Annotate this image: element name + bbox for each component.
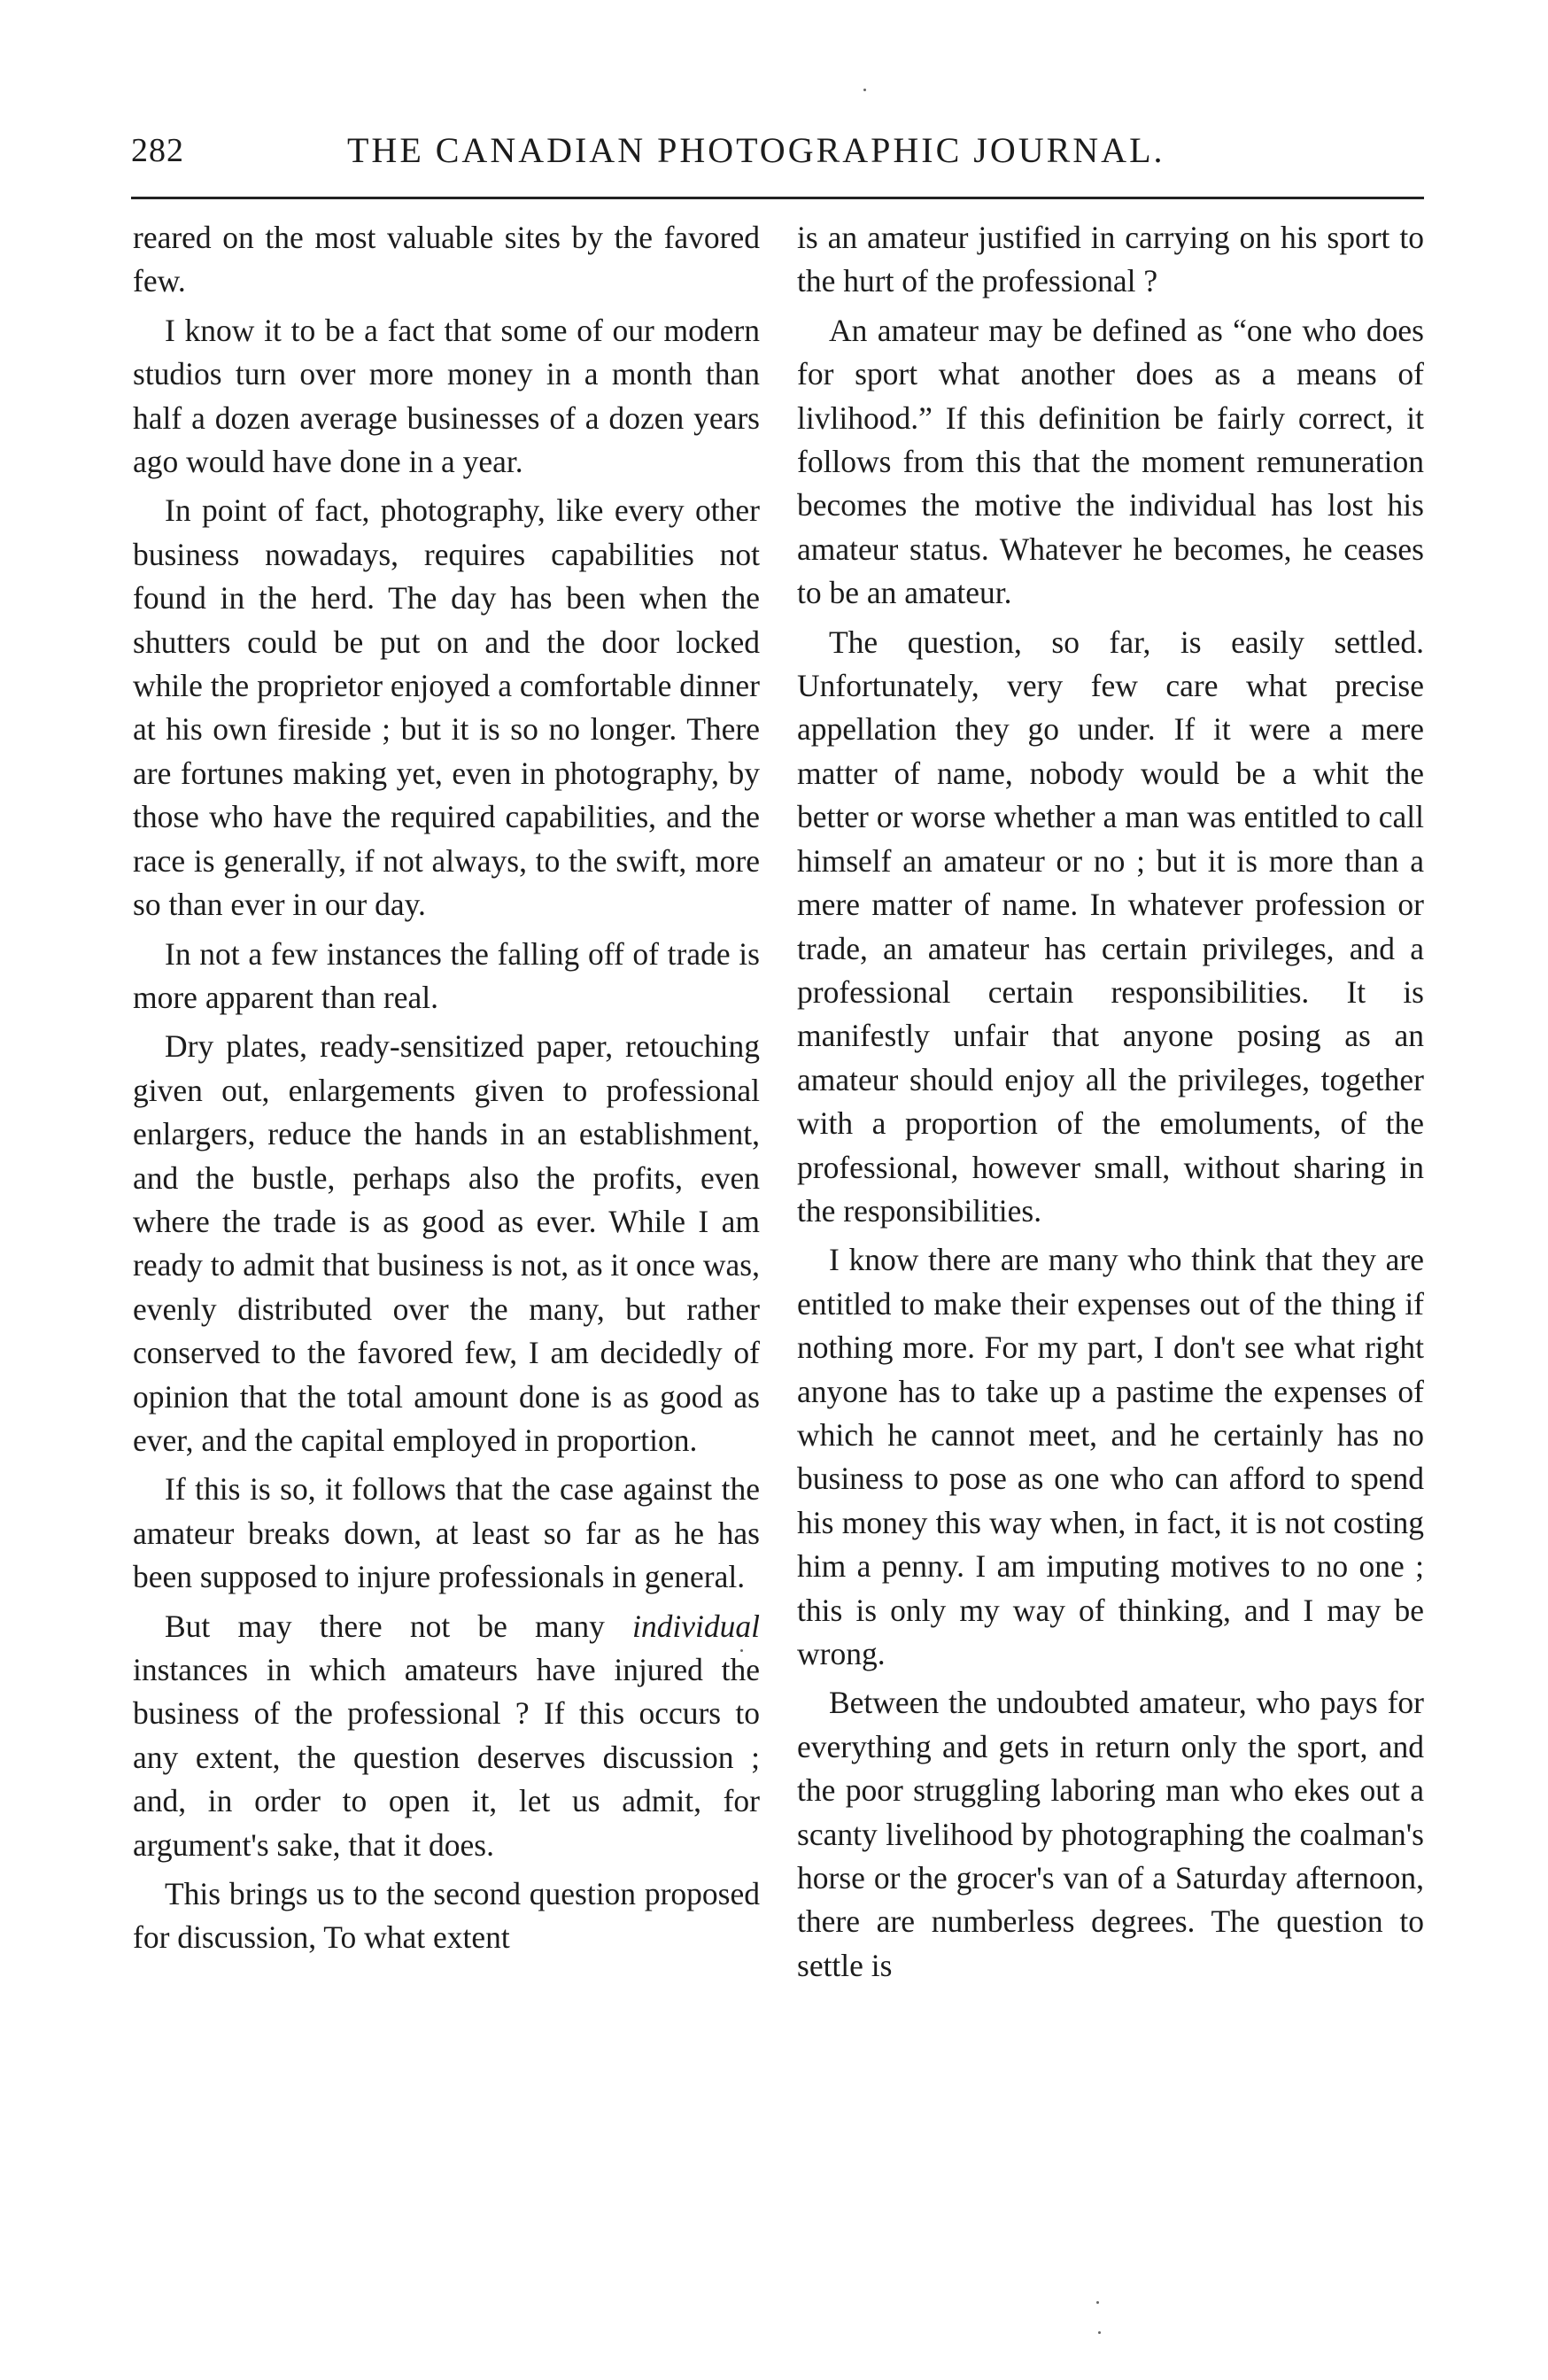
paragraph: In point of fact, photography, like every other business nowadays, requires capabilities not found in the herd. The day has been when the shutters could be put on and the door locked while the proprietor enjoyed a comfortable dinner at his own fireside ; but it is so no longer. There are fortunes making yet, even in photography, by those who have the required capabilities, and the race is generally, if not always, to the swift, more so than ever in our day. — [133, 492, 760, 923]
print-speck — [740, 1649, 743, 1652]
print-speck — [1096, 2301, 1099, 2304]
print-speck — [1098, 2331, 1101, 2334]
paragraph: This brings us to the second question proposed for discussion, To what extent — [133, 1876, 760, 1956]
right-column — [797, 216, 1424, 1988]
paragraph: Dry plates, ready-sensitized paper, retouching given out, enlargements given to professional enlargers, reduce the hands in an establishment, and the bustle, perhaps also the profits, even where the trade is as good as ever. While I am ready to admit that business is not, as it once was, evenly distributed over the many, but rather conserved to the favored few, I am decidedly of opinion that the total amount done is as good as ever, and the capital employed in proportion. — [133, 1028, 760, 1458]
header-rule — [131, 197, 1424, 199]
page-number: 282 — [131, 132, 184, 169]
paragraph: Between the undoubted amateur, who pays for everything and gets in return only the sport, and the poor struggling laboring man who ekes out a scanty livelihood by photographing the coalman's horse or the grocer's van of a Saturday afternoon, there are numberless degrees. The question to settle is — [797, 1685, 1424, 1983]
text-run: instances in which amateurs have injured the business of the professional ? If this occurs to any extent, the question deserves discussion ; and, in order to open it, let us admit, for argument's sake, that it does. — [133, 1652, 760, 1863]
paragraph: is an amateur justified in carrying on his sport to the hurt of the professional ? — [797, 220, 1424, 299]
journal-title: THE CANADIAN PHOTOGRAPHIC JOURNAL. — [347, 130, 1165, 170]
running-header — [131, 124, 1424, 177]
emphasis-text: individual — [632, 1608, 760, 1644]
paragraph: If this is so, it follows that the case against the amateur breaks down, at least so far as he has been supposed to injure professionals in general. — [133, 1471, 760, 1595]
paragraph: reared on the most valuable sites by the favored few. — [133, 220, 760, 299]
paragraph: I know it to be a fact that some of our modern studios turn over more money in a month than half a dozen average businesses of a dozen years ago would have done in a year. — [133, 312, 760, 480]
paragraph: The question, so far, is easily settled. Unfortunately, very few care what precise appellation they go under. If it were a mere matter of name, nobody would be a whit the better or worse whether a man was entitled to call himself an amateur or no ; but it is more than a mere matter of name. In whatever profession or trade, an amateur has certain privileges, and a professional certain responsibilities. It is manifestly unfair that anyone posing as an amateur should enjoy all the privileges, together with a proportion of the emoluments, of the professional, however small, without sharing in the responsibilities. — [797, 624, 1424, 1229]
print-speck — [863, 89, 866, 91]
paragraph: I know there are many who think that they are entitled to make their expenses out of the thing if nothing more. For my part, I don't see what right anyone has to take up a pastime the expenses of which he cannot meet, and he certainly has no business to pose as one who can afford to spend his money this way when, in fact, it is not costing him a penny. I am imputing motives to no one ; this is only my way of thinking, and I may be wrong. — [797, 1242, 1424, 1671]
paragraph: An amateur may be defined as “one who does for sport what another does as a means of livlihood.” If this definition be fairly correct, it follows from this that the moment remuneration becomes the motive the individual has lost his amateur status. Whatever he becomes, he ceases to be an amateur. — [797, 312, 1424, 611]
left-column — [133, 216, 760, 1960]
text-run: But may there not be many — [165, 1608, 633, 1644]
paragraph: In not a few instances the falling off of trade is more apparent than real. — [133, 935, 760, 1015]
paragraph — [133, 1605, 760, 1867]
